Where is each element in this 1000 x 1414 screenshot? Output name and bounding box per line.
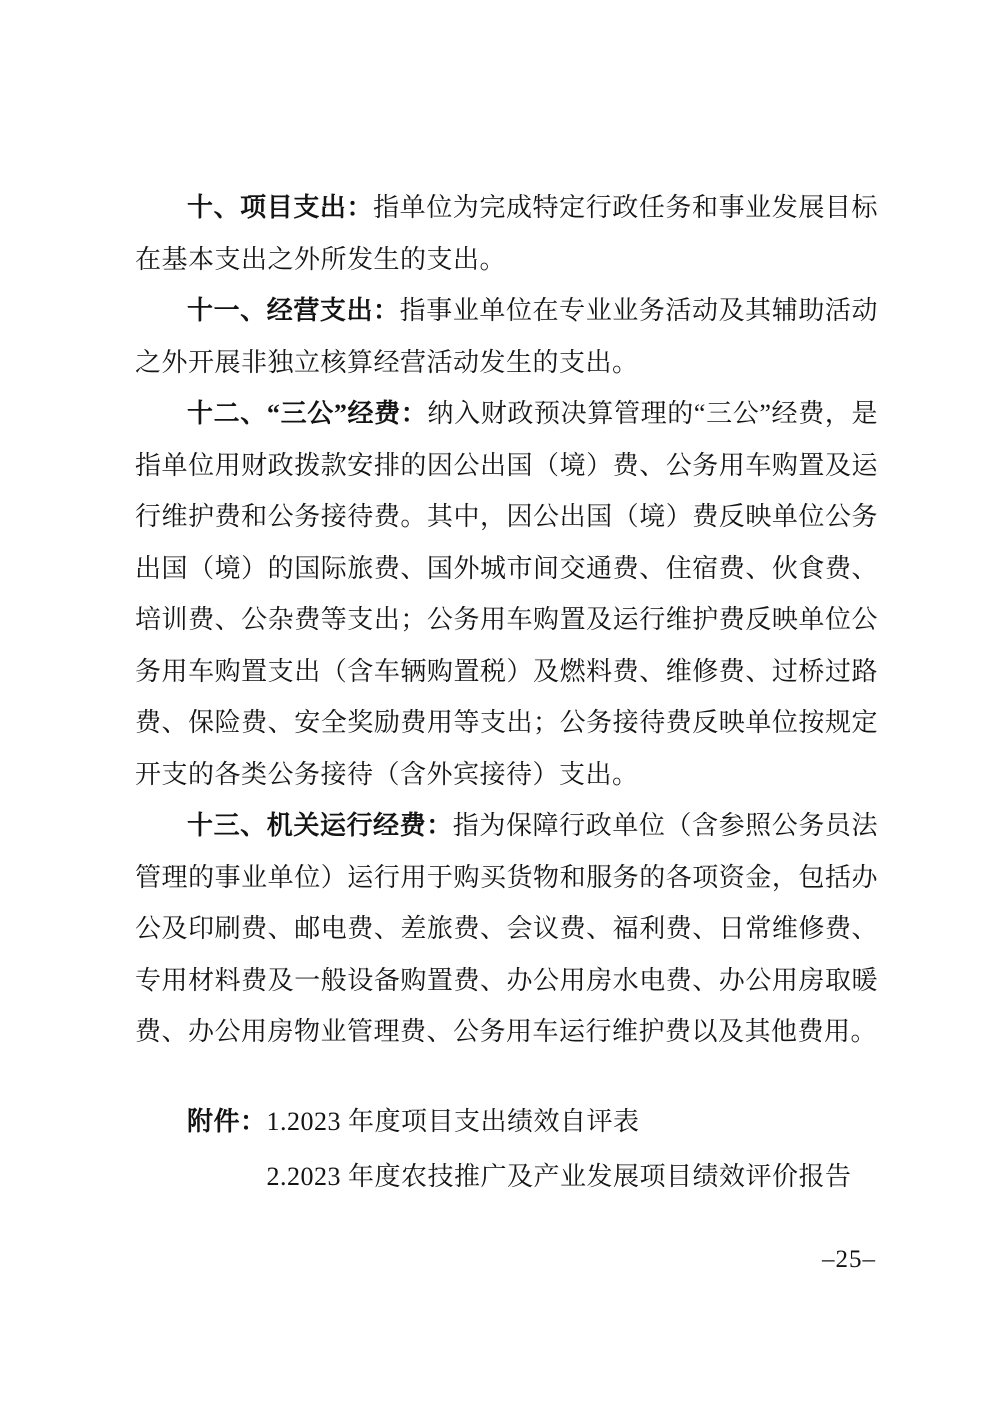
attachment-block	[135, 1094, 878, 1204]
page-number: –25–	[822, 1246, 876, 1273]
paragraph-lead: 十三、机关运行经费：	[187, 811, 453, 840]
attachment-item-1: 1.2023 年度项目支出绩效自评表	[266, 1106, 640, 1136]
paragraph-three-public-funds	[135, 388, 878, 800]
paragraph-operating-expenditure	[135, 285, 878, 388]
paragraph-text: 指事业单位在专业业务活动及其辅助活动之外开展非独立核算经营活动发生的支出。	[135, 296, 878, 377]
paragraph-lead: 十、项目支出：	[187, 193, 374, 222]
attachment-item-2: 2.2023 年度农技推广及产业发展项目绩效评价报告	[266, 1161, 852, 1191]
paragraph-agency-operating-funds	[135, 800, 878, 1058]
paragraph-lead: 十二、“三公”经费：	[187, 399, 428, 428]
attachment-label: 附件：	[187, 1106, 267, 1136]
paragraph-project-expenditure	[135, 182, 878, 285]
document-body	[135, 182, 878, 1204]
paragraph-text: 指为保障行政单位（含参照公务员法管理的事业单位）运行用于购买货物和服务的各项资金，包括办公及印刷费、邮电费、差旅费、会议费、福利费、日常维修费、专用材料费及一般设备购置费、办公用房水电费、办公用房取暖费、办公用房物业管理费、公务用车运行维护费以及其他费用。	[135, 811, 878, 1046]
paragraph-text: 纳入财政预决算管理的“三公”经费，是指单位用财政拨款安排的因公出国（境）费、公务用车购置及运行维护费和公务接待费。其中，因公出国（境）费反映单位公务出国（境）的国际旅费、国外城市间交通费、住宿费、伙食费、培训费、公杂费等支出；公务用车购置及运行维护费反映单位公务用车购置支出（含车辆购置税）及燃料费、维修费、过桥过路费、保险费、安全奖励费用等支出；公务接待费反映单位按规定开支的各类公务接待（含外宾接待）支出。	[135, 399, 878, 789]
attachment-list	[267, 1094, 852, 1204]
paragraph-text: 指单位为完成特定行政任务和事业发展目标在基本支出之外所发生的支出。	[135, 193, 878, 274]
paragraph-lead: 十一、经营支出：	[187, 296, 400, 325]
